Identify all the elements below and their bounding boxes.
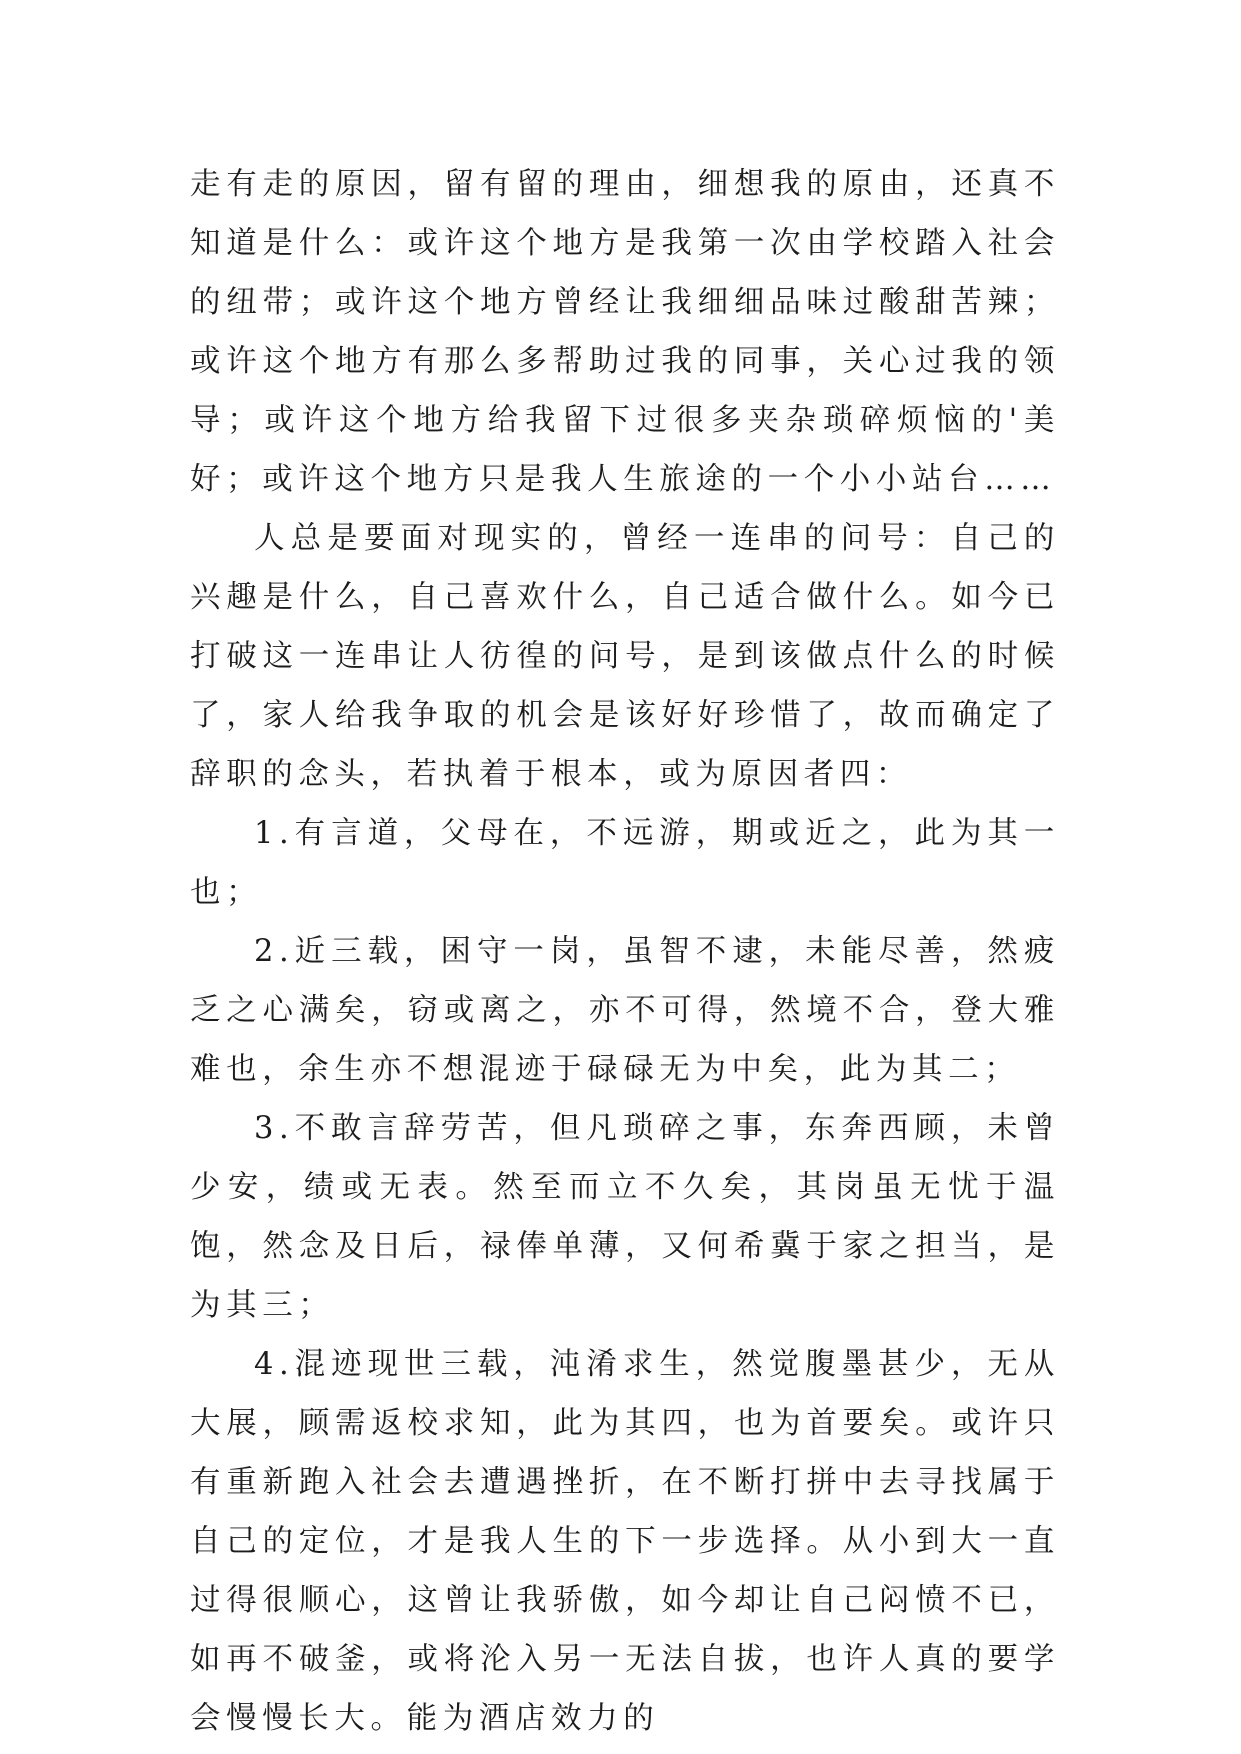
- paragraph-reasons-intro: 走有走的原因，留有留的理由，细想我的原由，还真不知道是什么：或许这个地方是我第一次由学校踏入社会的纽带；或许这个地方曾经让我细细品味过酸甜苦辣；或许这个地方有那么多帮助过我的同事，关心过我的领导；或许这个地方给我留下过很多夹杂琐碎烦恼的'美好；或许这个地方只是我人生旅途的一个小小站台……: [190, 167, 1060, 497]
- paragraph-reason-3: 3.不敢言辞劳苦，但凡琐碎之事，东奔西顾，未曾少安，绩或无表。然至而立不久矣，其岗虽无忧于温饱，然念及日后，禄俸单薄，又何希冀于家之担当，是为其三；: [190, 1111, 1060, 1323]
- paragraph-reason-4: 4.混迹现世三载，沌淆求生，然觉腹墨甚少，无从大展，顾需返校求知，此为其四，也为首要矣。或许只有重新跑入社会去遭遇挫折，在不断打拼中去寻找属于自己的定位，才是我人生的下一步选择。从小到大一直过得很顺心，这曾让我骄傲，如今却让自己闷愤不已，如再不破釜，或将沦入另一无法自拔，也许人真的要学会慢慢长大。能为酒店效力的: [190, 1347, 1060, 1736]
- paragraph-reason-1: 1.有言道，父母在，不远游，期或近之，此为其一也；: [190, 816, 1060, 910]
- document-body: [190, 155, 1060, 1748]
- paragraph-reason-2: 2.近三载，困守一岗，虽智不逮，未能尽善，然疲乏之心满矣，窃或离之，亦不可得，然境不合，登大雅难也，余生亦不想混迹于碌碌无为中矣，此为其二；: [190, 934, 1060, 1087]
- paragraph-reality: 人总是要面对现实的，曾经一连串的问号：自己的兴趣是什么，自己喜欢什么，自己适合做什么。如今已打破这一连串让人彷徨的问号，是到该做点什么的时候了，家人给我争取的机会是该好好珍惜了，故而确定了辞职的念头，若执着于根本，或为原因者四：: [190, 521, 1060, 792]
